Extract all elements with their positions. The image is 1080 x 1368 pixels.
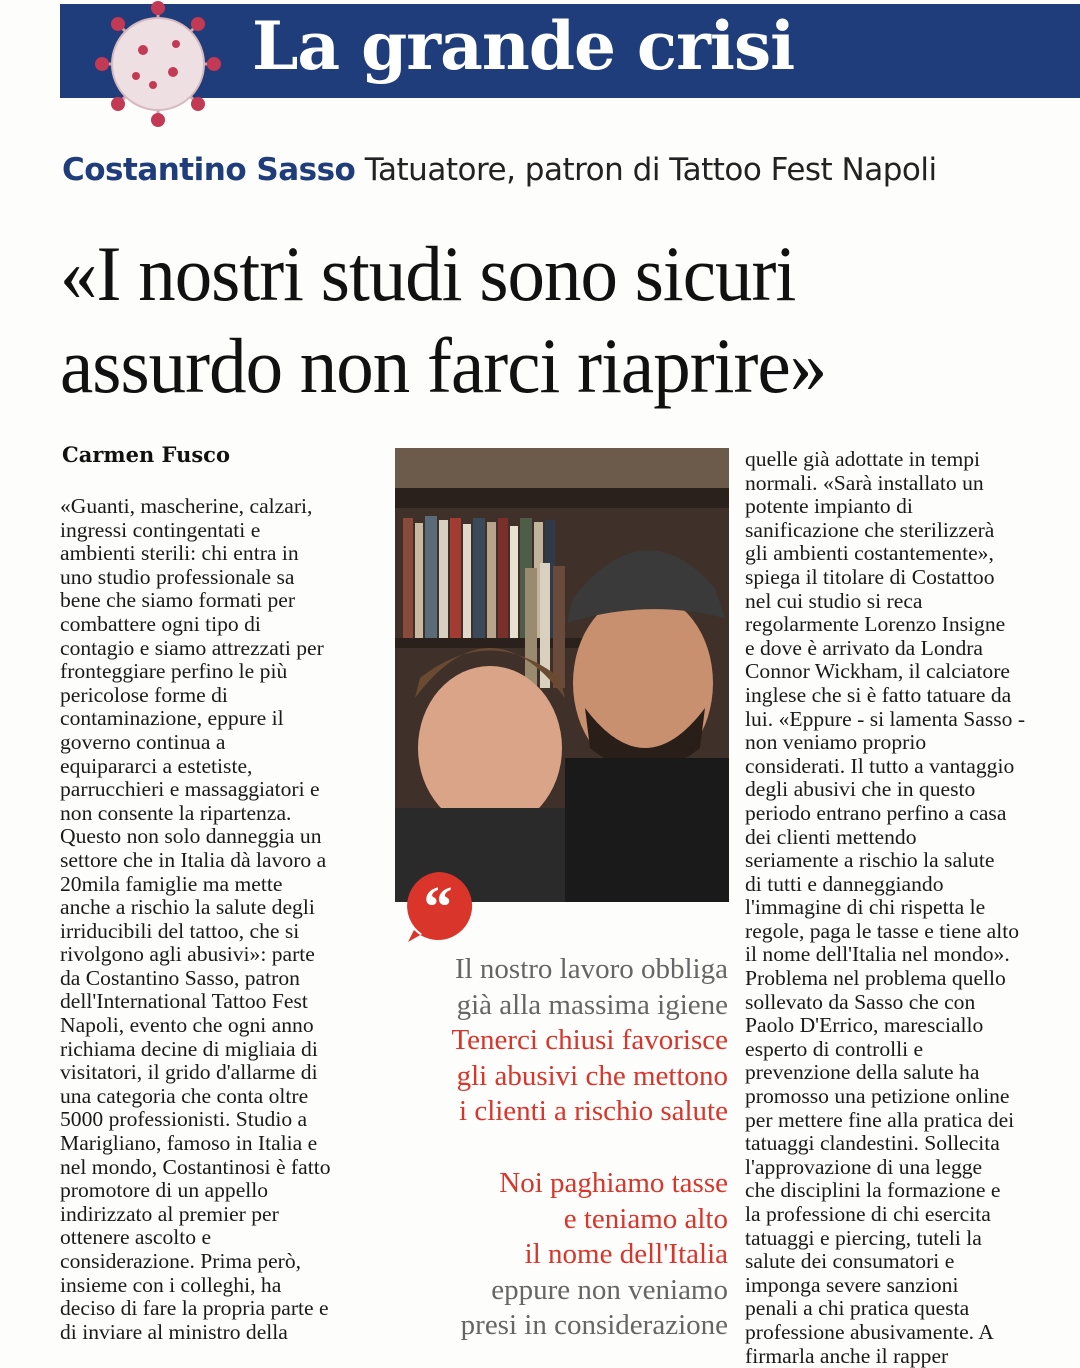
article-column-1 bbox=[60, 495, 382, 1350]
text-line: la professione di chi esercita bbox=[745, 1202, 991, 1226]
text-line: pericolose forme di bbox=[60, 682, 228, 707]
text-line: di inviare al ministro della bbox=[60, 1319, 288, 1344]
article-photo bbox=[395, 448, 729, 902]
text-line: prevenzione della salute ha bbox=[745, 1060, 980, 1085]
text-line: insieme con i colleghi, ha bbox=[60, 1272, 282, 1297]
text-line: anche a rischio la salute degli bbox=[60, 895, 315, 920]
text-line: ingressi contingentati e bbox=[60, 517, 261, 542]
text-line: irriducibili del tattoo, che si bbox=[60, 918, 300, 943]
text-line: che disciplini la formazione e bbox=[745, 1178, 1001, 1203]
pull-quote-line: eppure non veniamo bbox=[491, 1273, 728, 1306]
text-line: Questo non solo danneggia un bbox=[60, 824, 322, 849]
headline-line: assurdo non farci riaprire» bbox=[60, 322, 827, 409]
text-line: bene che siamo formati per bbox=[60, 588, 296, 613]
text-line: regole, paga le tasse e tiene alto bbox=[745, 918, 1019, 943]
pull-quote-line: presi in considerazione bbox=[460, 1309, 728, 1341]
pull-quote-line: Tenerci chiusi favorisce bbox=[451, 1024, 728, 1056]
text-line: promotore di un appello bbox=[60, 1178, 269, 1203]
text-line: penali a chi pratica questa bbox=[745, 1296, 970, 1321]
text-line: una categoria che conta oltre bbox=[60, 1083, 309, 1108]
quote-icon bbox=[400, 868, 476, 944]
article-column-3 bbox=[745, 447, 1075, 1368]
pull-quote-line: gli abusivi che mettono bbox=[456, 1059, 728, 1092]
section-title: La grande crisi bbox=[252, 7, 795, 85]
text-line: di tutti e danneggiando bbox=[745, 871, 944, 896]
pull-quote-line: il nome dell'Italia bbox=[524, 1238, 728, 1270]
pull-quote-line: i clienti a rischio salute bbox=[459, 1095, 728, 1127]
text-line: professione abusivamente. A bbox=[745, 1319, 994, 1344]
text-line: non veniamo proprio bbox=[745, 730, 927, 755]
text-line: uno studio professionale sa bbox=[60, 564, 295, 589]
svg-text:“: “ bbox=[423, 874, 453, 939]
text-line: indirizzato al premier per bbox=[60, 1201, 279, 1226]
kicker bbox=[62, 152, 937, 188]
headline-line: «I nostri studi sono sicuri bbox=[60, 230, 796, 317]
text-line: equipararci a estetiste, bbox=[60, 753, 253, 778]
text-line: «Guanti, mascherine, calzari, bbox=[60, 494, 313, 518]
text-line: nel mondo, Costantinosi è fatto bbox=[60, 1154, 331, 1179]
text-line: visitatori, il grido d'allarme di bbox=[60, 1060, 318, 1085]
coronavirus-icon bbox=[58, 0, 230, 128]
text-line: Napoli, evento che ogni anno bbox=[60, 1013, 314, 1038]
text-line: spiega il titolare di Costattoo bbox=[745, 564, 995, 589]
text-line: contaminazione, eppure il bbox=[60, 706, 284, 731]
pull-quote-line: e teniamo alto bbox=[563, 1202, 728, 1235]
text-line: sanificazione che sterilizzerà bbox=[745, 517, 995, 542]
text-line: l'immagine di chi rispetta le bbox=[745, 895, 986, 920]
text-line: potente impianto di bbox=[745, 494, 913, 519]
text-line: tatuaggi e piercing, tuteli la bbox=[745, 1225, 982, 1250]
pull-quote-line: Noi paghiamo tasse bbox=[499, 1167, 728, 1199]
text-line: fronteggiare perfino le più bbox=[60, 659, 288, 684]
text-line: ambienti sterili: chi entra in bbox=[60, 541, 299, 566]
text-line: parrucchieri e massaggiatori e bbox=[60, 777, 320, 802]
text-line: richiama decine di migliaia di bbox=[60, 1036, 318, 1061]
kicker-role: Tatuatore, patron di Tattoo Fest Napoli bbox=[364, 152, 937, 188]
pull-quote-line: già alla massima igiene bbox=[456, 988, 728, 1021]
text-line: quelle già adottate in tempi bbox=[745, 447, 981, 471]
text-line: Marigliano, famoso in Italia e bbox=[60, 1131, 318, 1156]
text-line: periodo entrano perfino a casa bbox=[745, 800, 1007, 825]
text-line: imponga severe sanzioni bbox=[745, 1272, 959, 1297]
text-line: sollevato da Sasso che con bbox=[745, 989, 976, 1014]
text-line: da Costantino Sasso, patron bbox=[60, 965, 300, 990]
pull-quote bbox=[390, 952, 728, 1130]
pull-quote-line: Il nostro lavoro obbliga bbox=[454, 953, 728, 985]
text-line: considerati. Il tutto a vantaggio bbox=[745, 753, 1015, 778]
text-line: il nome dell'Italia nel mondo». bbox=[745, 942, 1010, 967]
text-line: promosso una petizione online bbox=[745, 1084, 1010, 1109]
text-line: combattere ogni tipo di bbox=[60, 611, 261, 636]
headline bbox=[60, 228, 1034, 412]
text-line: dell'International Tattoo Fest bbox=[60, 989, 308, 1014]
text-line: salute dei consumatori e bbox=[745, 1249, 955, 1274]
text-line: non consente la ripartenza. bbox=[60, 800, 292, 825]
text-line: dei clienti mettendo bbox=[745, 824, 917, 849]
text-line: contagio e siamo attrezzati per bbox=[60, 635, 324, 660]
text-line: inglese che si è fatto tatuare da bbox=[745, 682, 1012, 707]
text-line: firmarla anche il rapper bbox=[745, 1343, 949, 1368]
text-line: governo continua a bbox=[60, 729, 226, 754]
text-line: Paolo D'Errico, maresciallo bbox=[745, 1013, 984, 1038]
text-line: l'approvazione di una legge bbox=[745, 1154, 983, 1179]
text-line: per mettere fine alla pratica dei bbox=[745, 1107, 1015, 1132]
text-line: nel cui studio si reca bbox=[745, 588, 923, 613]
text-line: regolarmente Lorenzo Insigne bbox=[745, 612, 1006, 637]
text-line: 5000 professionisti. Studio a bbox=[60, 1107, 308, 1132]
text-line: settore che in Italia dà lavoro a bbox=[60, 847, 327, 872]
text-line: 20mila famiglie ma mette bbox=[60, 871, 283, 896]
text-line: Connor Wickham, il calciatore bbox=[745, 659, 1010, 684]
text-line: considerazione. Prima però, bbox=[60, 1249, 302, 1273]
text-line: degli abusivi che in questo bbox=[745, 777, 976, 802]
kicker-name: Costantino Sasso bbox=[62, 152, 356, 188]
text-line: e dove è arrivato da Londra bbox=[745, 635, 984, 660]
byline: Carmen Fusco bbox=[62, 442, 230, 467]
text-line: gli ambienti costantemente», bbox=[745, 541, 994, 566]
pull-quote bbox=[390, 1166, 728, 1344]
text-line: seriamente a rischio la salute bbox=[745, 848, 995, 873]
text-line: lui. «Eppure - si lamenta Sasso - bbox=[745, 706, 1026, 731]
text-line: normali. «Sarà installato un bbox=[745, 470, 984, 495]
text-line: esperto di controlli e bbox=[745, 1036, 924, 1061]
text-line: rivolgono agli abusivi»: parte bbox=[60, 942, 315, 967]
text-line: deciso di fare la propria parte e bbox=[60, 1296, 329, 1321]
text-line: ottenere ascolto e bbox=[60, 1225, 212, 1250]
text-line: tatuaggi clandestini. Sollecita bbox=[745, 1131, 1000, 1156]
text-line: Problema nel problema quello bbox=[745, 966, 1006, 991]
